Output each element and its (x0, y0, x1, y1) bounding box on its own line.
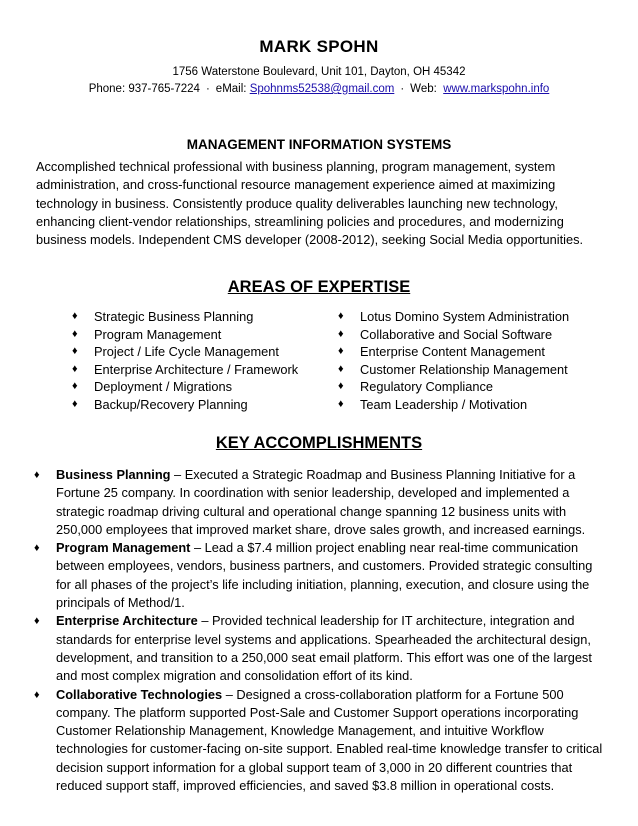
expertise-item (338, 326, 569, 344)
accomplishment-line: reduced support staff, improved efficiencies, and saved $3.8 million in operational costs. (56, 778, 555, 794)
summary-line: business models. Independent CMS developer (2008-2012), seeking Social Media opportunities. (36, 232, 584, 248)
accomplishment-title: Enterprise Architecture (56, 613, 198, 629)
summary-line: technology in business. Consistently produce quality deliverables launching new technology, (36, 195, 558, 211)
expertise-label: Regulatory Compliance (360, 379, 494, 395)
expertise-item (72, 326, 298, 344)
accomplishment-item (34, 612, 604, 685)
summary-line: Accomplished technical professional with business planning, program management, system (36, 159, 556, 174)
expertise-list-right (338, 308, 569, 414)
bullet-icon: ♦ (338, 397, 344, 410)
profile-headline: MANAGEMENT INFORMATION SYSTEMS (186, 137, 452, 152)
accomplishment-item (34, 466, 604, 539)
accomplishment-line: principals of Method/1. (56, 595, 185, 611)
bullet-icon: ♦ (338, 362, 344, 375)
expertise-item (72, 396, 298, 414)
expertise-item (338, 343, 569, 361)
accomplishment-title: Business Planning (56, 467, 171, 482)
accomplishment-text: – Executed a Strategic Roadmap and Business Planning Initiative for a (170, 467, 576, 482)
summary-line: enhancing client-vendor relationships, streamlining policies and procedures, and modernizing (36, 213, 564, 229)
bullet-icon: ♦ (338, 380, 344, 393)
separator-dot: · (400, 83, 405, 95)
expertise-item (338, 378, 569, 396)
expertise-label: Strategic Business Planning (94, 309, 254, 324)
address-line: 1756 Waterstone Boulevard, Unit 101, Dayton, OH 45342 (172, 66, 466, 78)
bullet-icon: ♦ (72, 380, 78, 393)
expertise-item (72, 361, 298, 379)
expertise-label: Enterprise Architecture / Framework (94, 361, 299, 377)
accomplishment-line (56, 686, 604, 704)
accomplishment-text: – Designed a cross-collaboration platform for a Fortune 500 (222, 686, 564, 702)
expertise-list-left (72, 308, 298, 414)
expertise-heading: AREAS OF EXPERTISE (227, 278, 411, 296)
expertise-label: Program Management (94, 326, 222, 342)
expertise-item (72, 378, 298, 396)
accomplishment-line (56, 612, 604, 630)
accomplishment-line: company. The platform supported Post-Sale and Customer Support operations incorporating (56, 704, 579, 720)
accomplishment-line: Fortune 25 company. In coordination with senior leadership, developed and implemented a (56, 485, 570, 501)
contact-line (0, 83, 638, 95)
bullet-icon: ♦ (338, 327, 344, 340)
accomplishment-line: between employees, vendors, business partners, and customers. Provided strategic consulting (56, 558, 593, 574)
accomplishment-text: – Provided technical leadership for IT architecture, integration and (197, 613, 575, 629)
bullet-icon: ♦ (72, 397, 78, 410)
bullet-icon: ♦ (34, 542, 40, 555)
email-link[interactable]: Spohnms52538@gmail.com (249, 83, 395, 95)
expertise-item (338, 361, 569, 379)
bullet-icon: ♦ (72, 362, 78, 375)
accomplishments-heading: KEY ACCOMPLISHMENTS (215, 434, 423, 452)
bullet-icon: ♦ (72, 327, 78, 340)
accomplishment-line: and most complex migration and consolidation effort of its kind. (56, 668, 413, 684)
summary-paragraph (36, 158, 602, 249)
summary-line: administration, and cross-functional resource management experience aimed at maximizing (36, 177, 556, 193)
expertise-label: Team Leadership / Motivation (360, 396, 528, 412)
accomplishment-line (56, 466, 604, 484)
bullet-icon: ♦ (34, 615, 40, 628)
expertise-label: Customer Relationship Management (360, 361, 568, 377)
accomplishment-title: Collaborative Technologies (56, 686, 223, 702)
accomplishment-line: strategic roadmap driving cultural and operational change spanning 12 business units with (56, 503, 567, 519)
expertise-item (338, 308, 569, 326)
accomplishment-line: decision support information for a global support team of 3,000 in 20 different countries that (56, 759, 573, 775)
expertise-item (72, 308, 298, 326)
expertise-item (338, 396, 569, 414)
separator-dot: · (205, 83, 210, 95)
accomplishments-list (34, 466, 604, 795)
phone-text: Phone: 937-765-7224 (88, 83, 200, 95)
expertise-label: Enterprise Content Management (360, 344, 545, 360)
website-link[interactable]: www.markspohn.info (443, 83, 550, 95)
accomplishment-line: for all phases of the project’s life including initiation, planning, execution, and closure using the (56, 576, 590, 592)
bullet-icon: ♦ (338, 345, 344, 358)
expertise-label: Deployment / Migrations (94, 379, 232, 395)
accomplishment-text: – Lead a $7.4 million project enabling near real-time communication (190, 540, 579, 556)
bullet-icon: ♦ (34, 469, 40, 481)
bullet-icon: ♦ (72, 310, 78, 322)
expertise-label: Project / Life Cycle Management (94, 344, 279, 360)
web-label: Web: (410, 83, 437, 95)
bullet-icon: ♦ (72, 345, 78, 358)
accomplishment-item (34, 539, 604, 612)
accomplishment-line (56, 539, 604, 557)
candidate-name: MARK SPOHN (259, 37, 379, 56)
expertise-label: Lotus Domino System Administration (360, 309, 570, 324)
accomplishment-line: development, and transition to a 250,000 seat email platform. This effort was one of the largest (56, 649, 592, 665)
accomplishment-item (34, 686, 604, 796)
bullet-icon: ♦ (34, 688, 40, 701)
email-label: eMail: (215, 83, 247, 95)
expertise-label: Backup/Recovery Planning (94, 396, 248, 412)
accomplishment-line: Customer Relationship Management, Knowledge Management, and intuitive Workflow (56, 723, 544, 739)
bullet-icon: ♦ (338, 310, 344, 322)
accomplishment-title: Program Management (56, 540, 191, 556)
expertise-item (72, 343, 298, 361)
accomplishment-line: technologies for customer-facing on-site support. Enabled real-time knowledge transfer to critical (56, 741, 603, 757)
accomplishment-line: 250,000 employees that improved market share, drove sales growth, and increased earnings. (56, 521, 586, 537)
accomplishment-line: standards for enterprise level systems and applications. Spearheaded the architectural design, (56, 631, 591, 647)
expertise-label: Collaborative and Social Software (360, 326, 553, 342)
